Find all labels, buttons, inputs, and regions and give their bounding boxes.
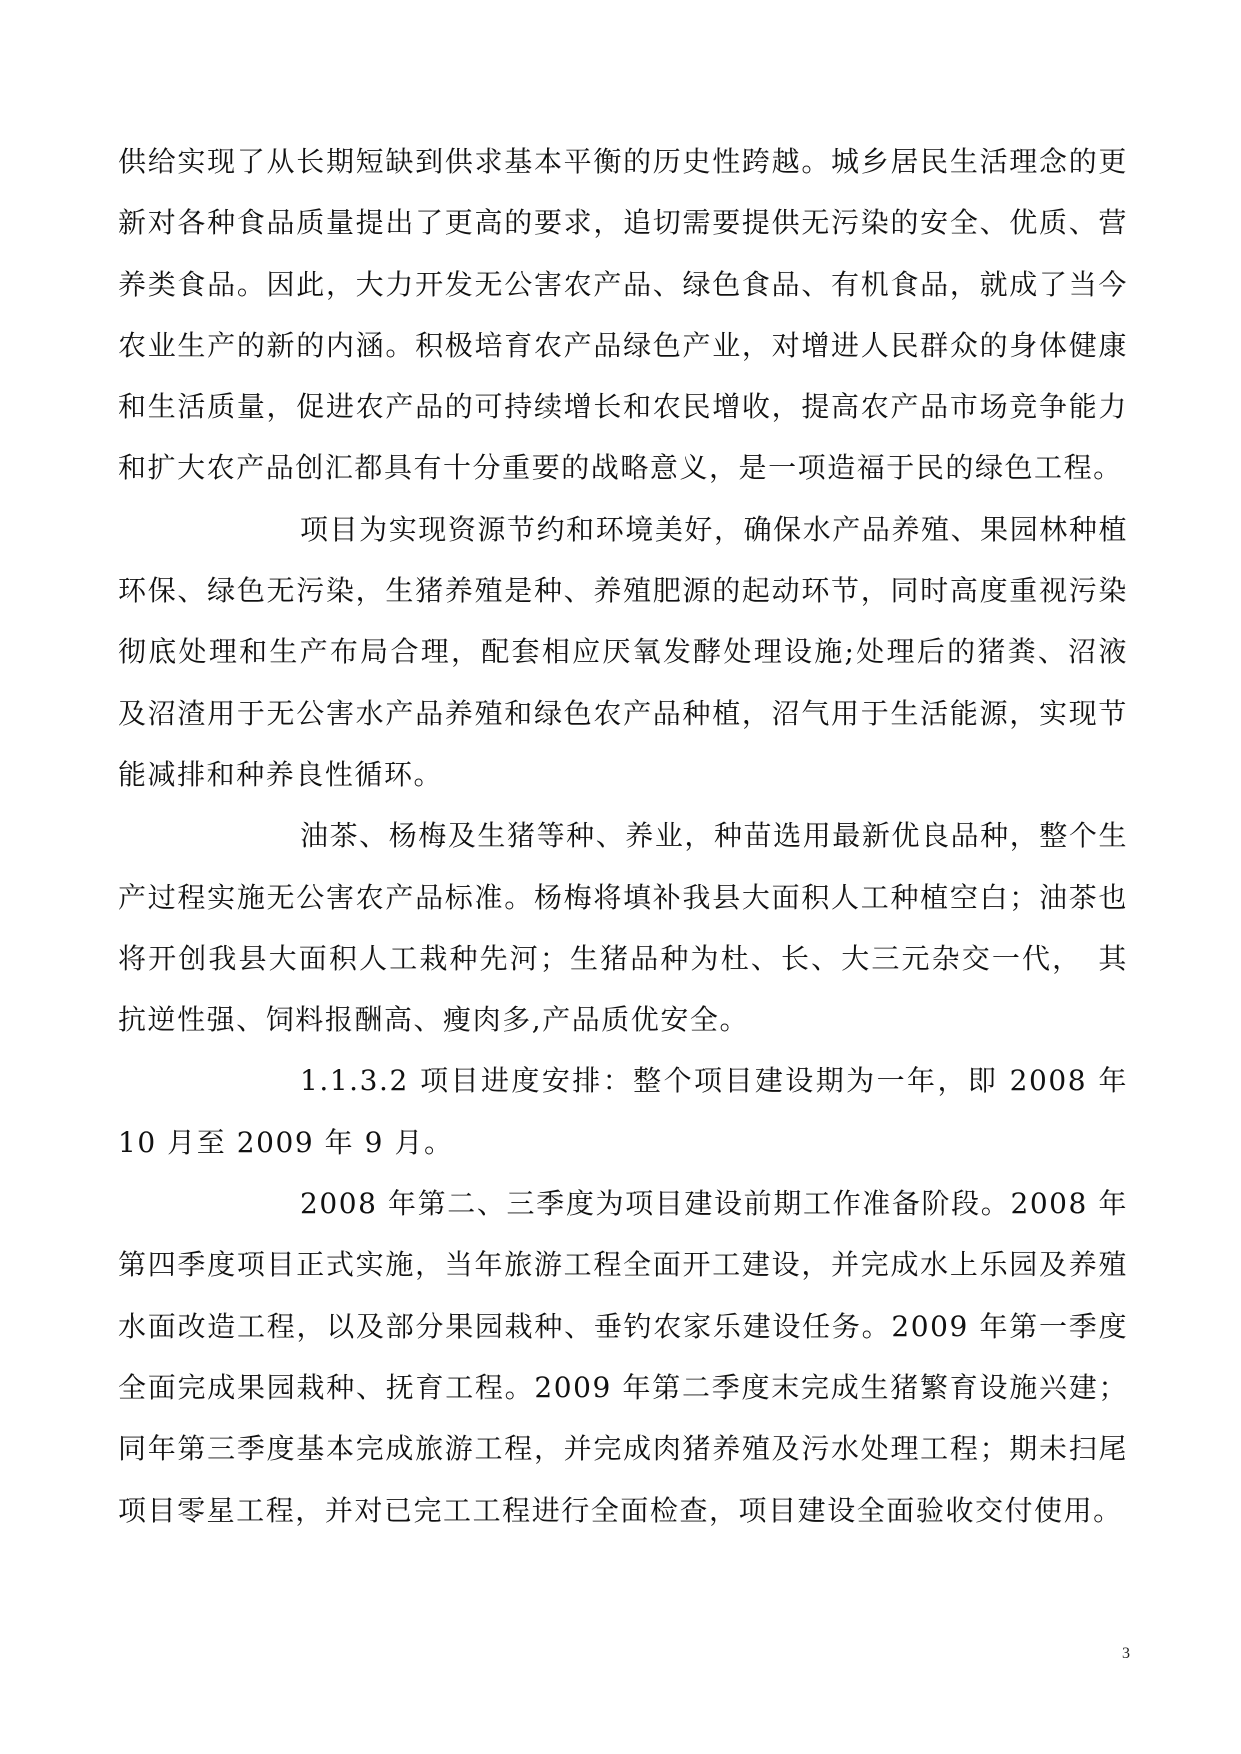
paragraph-4: 1.1.3.2 项目进度安排：整个项目建设期为一年，即 2008 年 10 月至 2009 年 9 月。	[118, 1064, 1128, 1159]
body-text	[118, 131, 1128, 1541]
paragraph-3: 油茶、杨梅及生猪等种、养业，种苗选用最新优良品种，整个生产过程实施无公害农产品标准。杨梅将填补我县大面积人工种植空白；油茶也将开创我县大面积人工栽种先河；生猪品种为杜、长、大三元杂交一代， 其抗逆性强、饲料报酬高、瘦肉多,产品质优安全。	[118, 819, 1128, 1037]
paragraph-2: 项目为实现资源节约和环境美好，确保水产品养殖、果园林种植环保、绿色无污染，生猪养殖是种、养殖肥源的起动环节，同时高度重视污染彻底处理和生产布局合理，配套相应厌氧发酵处理设施;处理后的猪粪、沼液及沼渣用于无公害水产品养殖和绿色农产品种植，沼气用于生活能源，实现节能减排和种养良性循环。	[118, 512, 1128, 791]
paragraph-1: 供给实现了从长期短缺到供求基本平衡的历史性跨越。城乡居民生活理念的更新对各种食品质量提出了更高的要求，追切需要提供无污染的安全、优质、营养类食品。因此，大力开发无公害农产品、绿色食品、有机食品，就成了当今农业生产的新的内涵。积极培育农产品绿色产业，对增进人民群众的身体健康和生活质量，促进农产品的可持续增长和农民增收，提高农产品市场竞争能力和扩大农产品创汇都具有十分重要的战略意义，是一项造福于民的绿色工程。	[118, 145, 1128, 485]
paragraph-5: 2008 年第二、三季度为项目建设前期工作准备阶段。2008 年第四季度项目正式实施，当年旅游工程全面开工建设，并完成水上乐园及养殖水面改造工程，以及部分果园栽种、垂钓农家乐建设任务。2009 年第一季度全面完成果园栽种、抚育工程。2009 年第二季度末完成生猪繁育设施兴建；同年第三季度基本完成旅游工程，并完成肉猪养殖及污水处理工程；期未扫尾项目零星工程，并对已完工工程进行全面检查，项目建设全面验收交付使用。	[118, 1187, 1128, 1527]
page-number: 3	[1122, 1645, 1130, 1662]
